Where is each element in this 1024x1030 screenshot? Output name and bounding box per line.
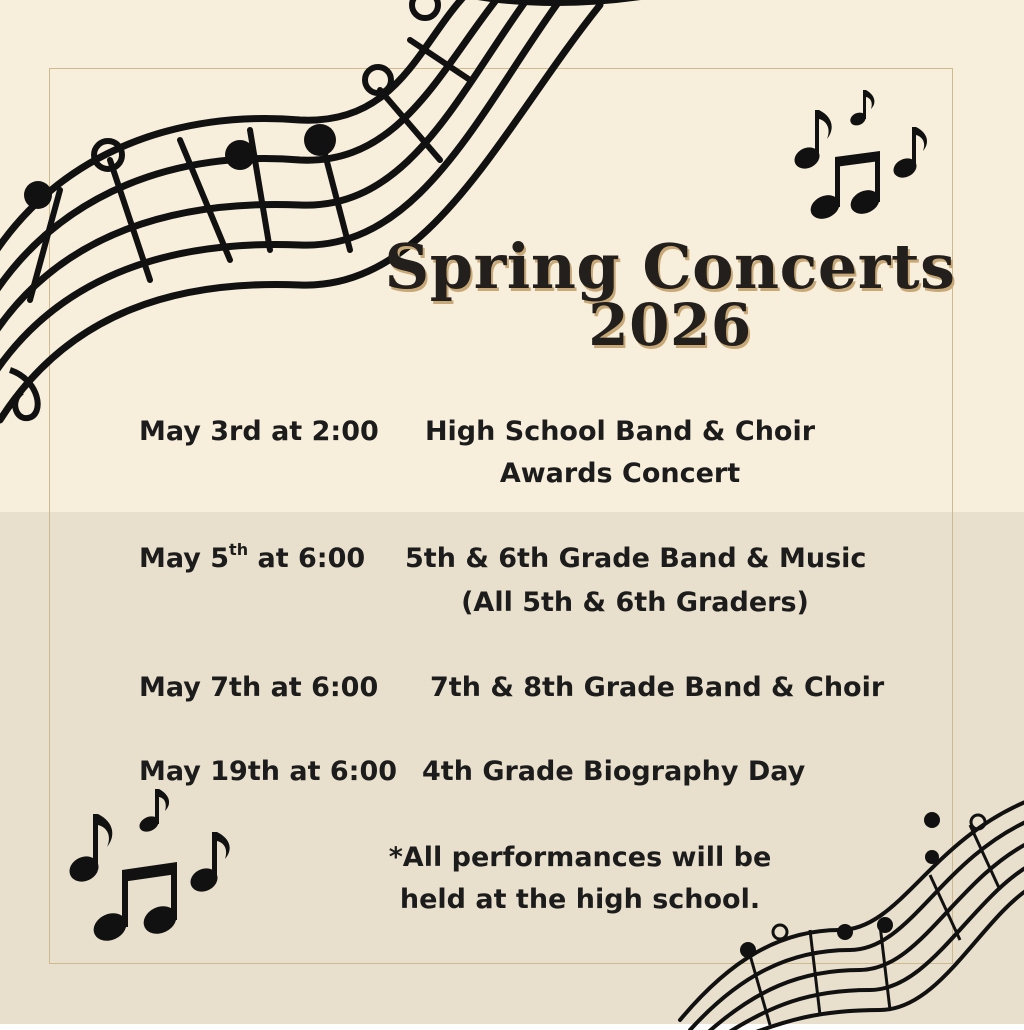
event-date [139, 540, 366, 574]
event-date: May 3rd at 2:00 [139, 416, 379, 447]
title-line-1: Spring Concerts [384, 230, 956, 303]
event-date: May 7th at 6:00 [139, 672, 379, 703]
music-notes-cluster-bottom-icon [62, 782, 237, 947]
event-description: 7th & 8th Grade Band & Choir [430, 672, 885, 703]
event-description: High School Band & Choir [424, 416, 816, 447]
venue-note-line-1: *All performances will be [388, 842, 772, 873]
event-description-line-2: (All 5th & 6th Graders) [461, 587, 809, 618]
music-notes-cluster-top-icon [785, 85, 935, 225]
venue-note-line-2: held at the high school. [399, 884, 761, 915]
event-date-prefix: May 5 [139, 543, 230, 574]
event-description: 4th Grade Biography Day [422, 756, 806, 787]
event-date-time: at 6:00 [248, 543, 366, 574]
event-description-line-2: Awards Concert [499, 458, 741, 489]
page-title [380, 230, 960, 359]
event-date: May 19th at 6:00 [139, 756, 398, 787]
event-description: 5th & 6th Grade Band & Music [405, 543, 867, 574]
music-staff-ribbon-icon [0, 0, 660, 440]
title-line-2: 2026 [588, 291, 752, 359]
event-date-ordinal: th [229, 540, 249, 559]
